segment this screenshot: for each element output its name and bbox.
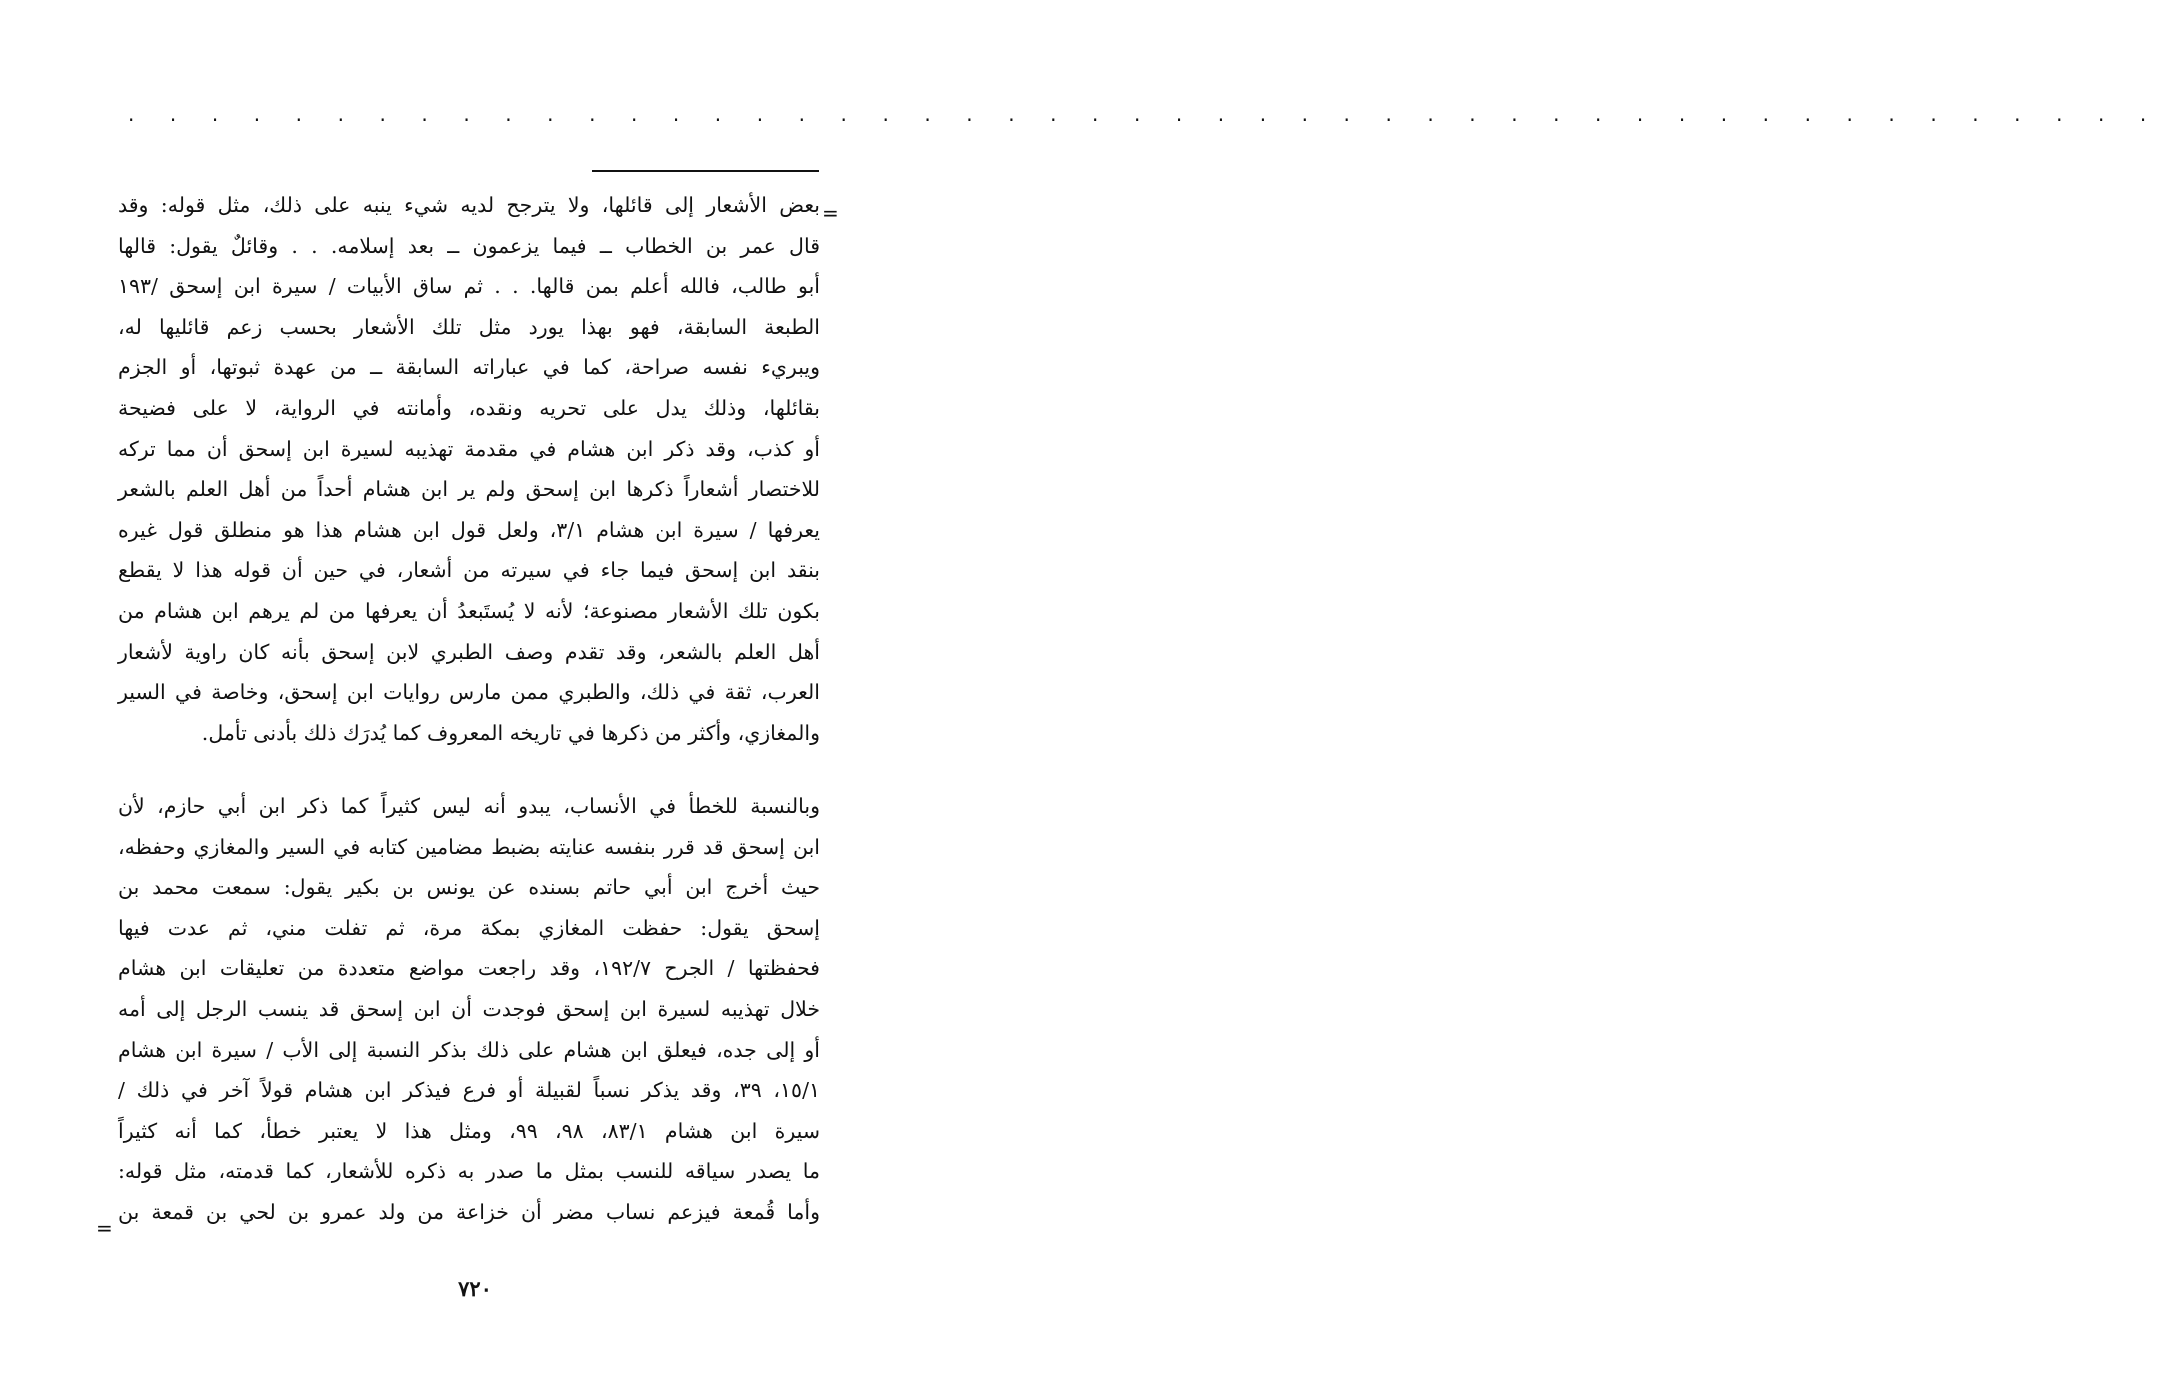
- text-line: وأما قُمعة فيزعم نساب مضر أن خزاعة من ولد عمرو بن لحي بن قمعة بن: [118, 1199, 820, 1224]
- paragraph-2: [118, 786, 820, 1233]
- text-line: أهل العلم بالشعر، وقد تقدم وصف الطبري لابن إسحق بأنه كان راوية لأشعار: [118, 639, 820, 664]
- text-line: أبو طالب، فالله أعلم بمن قالها. . . ثم ساق الأبيات / سيرة ابن إسحق /١٩٣: [118, 274, 820, 299]
- page-number: ٧٢٠: [458, 1276, 492, 1301]
- text-line: بقائلها، وذلك يدل على تحريه ونقده، وأمانته في الرواية، لا على فضيحة: [118, 395, 820, 420]
- text-line: الطبعة السابقة، فهو بهذا يورد مثل تلك الأشعار بحسب زعم قائليها له،: [118, 314, 820, 339]
- footnote-rule: [592, 170, 819, 172]
- continuation-mark-bottom: =: [96, 1216, 113, 1240]
- text-line: بكون تلك الأشعار مصنوعة؛ لأنه لا يُستَبعدُ أن يعرفها من لم يرهم ابن هشام من: [118, 598, 820, 623]
- text-line: أو كذب، وقد ذكر ابن هشام في مقدمة تهذيبه لسيرة ابن إسحق أن مما تركه: [118, 436, 820, 461]
- text-line: أو إلى جده، فيعلق ابن هشام على ذلك بذكر النسبة إلى الأب / سيرة ابن هشام: [118, 1037, 820, 1062]
- text-line: وبالنسبة للخطأ في الأنساب، يبدو أنه ليس كثيراً كما ذكر ابن أبي حازم، لأن: [118, 794, 820, 818]
- text-line: بعض الأشعار إلى قائلها، ولا يترجح لديه شيء ينبه على ذلك، مثل قوله: وقد: [118, 193, 820, 217]
- paragraph-1: [118, 185, 820, 753]
- text-line: ما يصدر سياقه للنسب بمثل ما صدر به ذكره للأشعار، كما قدمته، مثل قوله:: [118, 1159, 820, 1184]
- separator-dots: . . . . . . . . . . . . . . . . . . . . . . . . . . . . . . . . . . . . . . . . . . . . . . . . .: [128, 102, 2161, 126]
- text-line: ١٥/١، ٣٩، وقد يذكر نسباً لقبيلة أو فرع فيذكر ابن هشام قولاً آخر في ذلك /: [118, 1078, 820, 1103]
- text-line: العرب، ثقة في ذلك، والطبري ممن مارس روايات ابن إسحق، وخاصة في السير: [118, 680, 820, 705]
- text-line: فحفظتها / الجرح ١٩٢/٧، وقد راجعت مواضع متعددة من تعليقات ابن هشام: [118, 956, 820, 981]
- text-line: للاختصار أشعاراً ذكرها ابن إسحق ولم ير ابن هشام أحداً من أهل العلم بالشعر: [118, 477, 820, 502]
- text-line: ويبريء نفسه صراحة، كما في عباراته السابقة ــ من عهدة ثبوتها، أو الجزم: [118, 355, 820, 380]
- text-line: خلال تهذيبه لسيرة ابن إسحق فوجدت أن ابن إسحق قد ينسب الرجل إلى أمه: [118, 996, 820, 1021]
- text-line: والمغازي، وأكثر من ذكرها في تاريخه المعروف كما يُدرَك ذلك بأدنى تأمل.: [201, 720, 820, 745]
- text-line: ابن إسحق قد قرر بنفسه عنايته بضبط مضامين كتابه في السير والمغازي وحفظه،: [118, 834, 820, 859]
- text-line: حيث أخرج ابن أبي حاتم بسنده عن يونس بن بكير يقول: سمعت محمد بن: [118, 875, 820, 900]
- text-line: بنقد ابن إسحق فيما جاء في سيرته من أشعار، في حين أن قوله هذا لا يقطع: [118, 558, 820, 583]
- continuation-mark-top: =: [822, 201, 839, 225]
- text-line: يعرفها / سيرة ابن هشام ٣/١، ولعل قول ابن هشام هذا هو منطلق قول غيره: [118, 517, 820, 542]
- text-line: سيرة ابن هشام ٨٣/١، ٩٨، ٩٩، ومثل هذا لا يعتبر خطأ، كما أنه كثيراً: [118, 1118, 820, 1143]
- text-line: قال عمر بن الخطاب ــ فيما يزعمون ــ بعد إسلامه. . . وقائلٌ يقول: قالها: [118, 233, 820, 258]
- text-line: إسحق يقول: حفظت المغازي بمكة مرة، ثم تفلت مني، ثم عدت فيها: [118, 915, 820, 940]
